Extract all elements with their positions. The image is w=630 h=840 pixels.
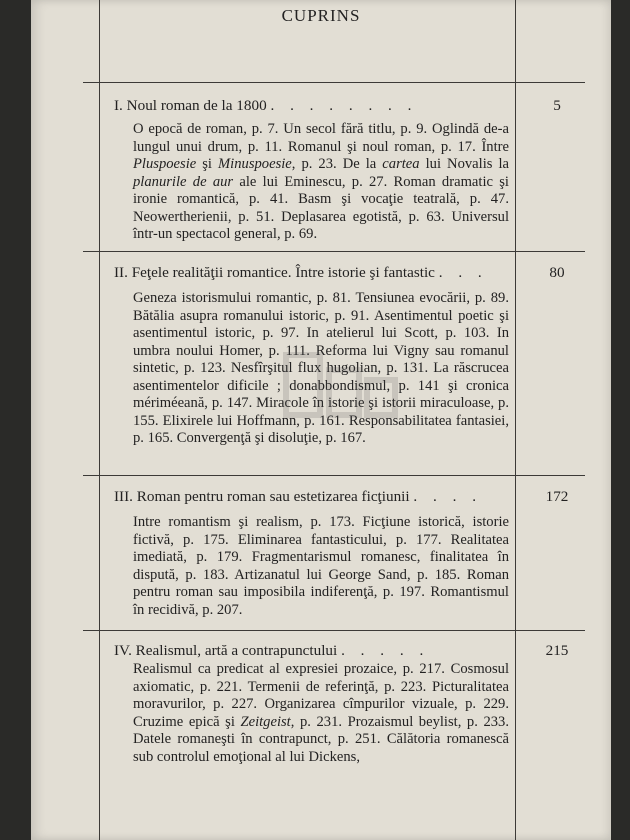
column-rule-left <box>99 0 100 840</box>
chapter-title-text: I. Noul roman de la 1800 <box>114 97 267 114</box>
table-rule <box>83 251 585 252</box>
chapter-page-number: 80 <box>549 264 565 281</box>
leader-dots: . . . . . <box>341 642 430 659</box>
watermark-logo <box>281 345 401 430</box>
chapter-title <box>114 487 514 506</box>
chapter-summary <box>133 121 509 244</box>
chapter-summary-text: Realismul ca predicat al expresiei prozaice, p. 217. Cosmosul axiomatic, p. 221. Termenii de referinţă, p. 223. Picturalitatea moravurilor, p. 227. Organizarea cîmpurilor vizuale, p. 229. Cruzime epică şi Zeitgeist, p. 231. Prozaismul beylist, p. 233. Datele romaneşti în contrapunct, p. 251. Călătoria romanescă sub controlul emoţional al lui Dickens, <box>133 661 509 765</box>
chapter-title <box>114 96 514 115</box>
chapter-title <box>114 641 514 660</box>
chapter-summary-text: O epocă de roman, p. 7. Un secol fără titlu, p. 9. Oglindă de-a lungul unui drum, p. 11. Romanul şi noul roman, p. 17. Între Pluspoesie şi Minuspoesie, p. 23. De la cartea lui Novalis la planurile de aur ale lui Eminescu, p. 27. Roman dramatic şi ironie romantică, p. 41. Basm şi vocaţie teatrală, p. 47. Neowertherienii, p. 51. Deplasarea egotistă, p. 63. Universul într-un spectacol general, p. 69. <box>133 121 509 242</box>
chapter-title-text: IV. Realismul, artă a contrapunctului <box>114 642 338 659</box>
chapter-page-number: 5 <box>553 97 561 114</box>
leader-dots: . . . . . . . . <box>270 97 418 114</box>
chapter-title-text: III. Roman pentru roman sau estetizarea ficţiunii <box>114 488 410 505</box>
chapter-summary <box>133 661 509 766</box>
page-title: CUPRINS <box>281 6 361 25</box>
chapter-summary-text: Geneza istorismului romantic, p. 81. Tensiunea evocării, p. 89. Bătălia asupra romanului istoric, p. 91. Asentimentul poetic şi asentimentul istoric, p. 97. In atelierul lui Scott, p. 103. In umbra noului Homer, p. 111. Reforma lui Vigny sau romanul sintetic, p. 123. Nesfîrşitul flux hugolian, p. 131. La răscrucea asentimentelor dificile ; donabbondismul, p. 141 şi cronica mériméeană, p. 147. Miracole în istorie şi istorii miraculoase, p. 155. Elixirele lui Hoffmann, p. 161. Responsabilitatea fantasiei, p. 165. Convergenţă şi disoluţie, p. 167. <box>133 290 509 446</box>
table-rule <box>83 82 585 83</box>
leader-dots: . . . . <box>413 488 482 505</box>
chapter-page-number: 172 <box>545 488 569 505</box>
chapter-page-number: 215 <box>545 642 569 659</box>
chapter-summary <box>133 514 509 619</box>
chapter-summary-text: Intre romantism şi realism, p. 173. Ficţiune istorică, istorie fictivă, p. 175. Eliminarea fantasticului, p. 177. Realitatea imediată, p. 179. Fragmentarismul romanesc, finalitatea în dispută, p. 183. Artizanatul lui George Sand, p. 185. Roman pentru roman sau imposibila indiferenţă, p. 197. Romantismul în recidivă, p. 207. <box>133 514 509 618</box>
table-rule <box>83 630 585 631</box>
chapter-title <box>114 263 514 282</box>
leader-dots: . . . <box>438 264 488 281</box>
table-rule <box>83 475 585 476</box>
chapter-title-text: II. Feţele realităţii romantice. Între istorie şi fantastic <box>114 264 435 281</box>
book-page <box>31 0 611 840</box>
column-rule-right <box>515 0 516 840</box>
